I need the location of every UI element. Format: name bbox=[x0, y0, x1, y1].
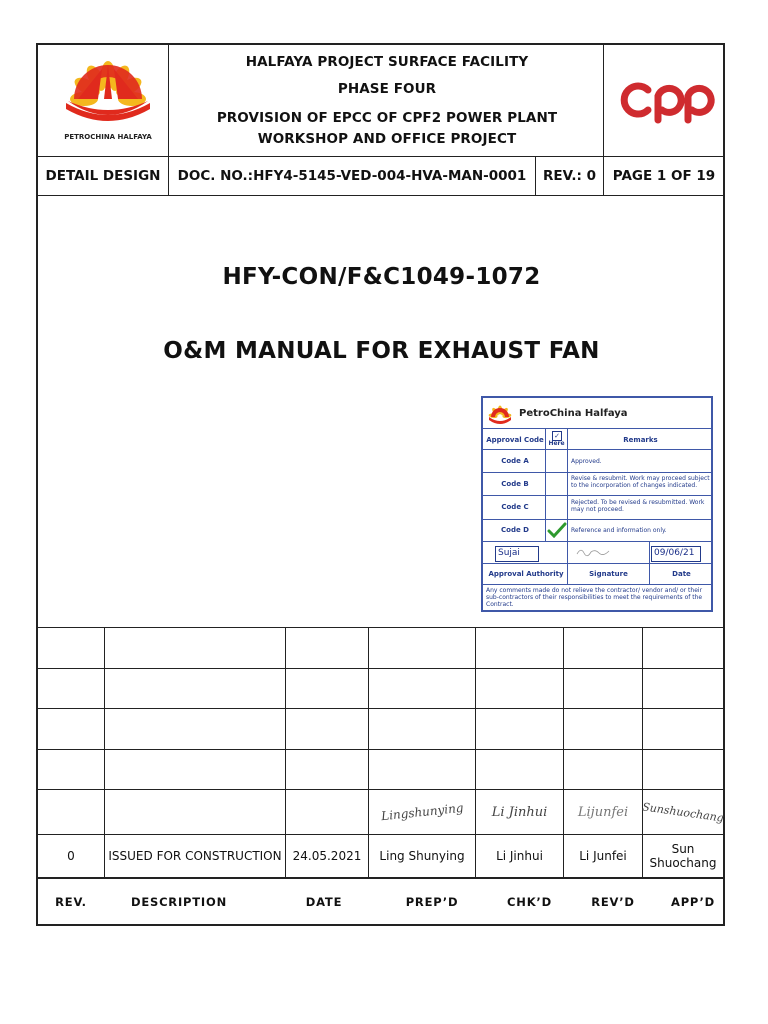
stamp-remark-b: Revise & resubmit. Work may proceed subject to the incorporation of changes indicated. bbox=[571, 475, 710, 490]
header-description: DESCRIPTION bbox=[130, 895, 227, 909]
cpp-logo bbox=[612, 76, 718, 124]
document-code: HFY-CON/F&C1049-1072 bbox=[222, 264, 541, 290]
header-revd: REV’D bbox=[591, 895, 635, 909]
stage-label: DETAIL DESIGN bbox=[45, 168, 161, 184]
doc-number: DOC. NO.:HFY4-5145-VED-004-HVA-MAN-0001 bbox=[177, 168, 527, 184]
revision-label: REV.: 0 bbox=[543, 168, 596, 184]
project-title: HALFAYA PROJECT SURFACE FACILITY bbox=[245, 54, 529, 70]
header-date: DATE bbox=[305, 895, 343, 909]
row-appd: Sun Shuochang bbox=[649, 841, 717, 870]
stamp-remark-c: Rejected. To be revised & resubmitted. Work may not proceed. bbox=[571, 499, 705, 514]
stamp-authority-value: Sujai bbox=[495, 546, 539, 562]
stamp-remark-d: Reference and information only. bbox=[571, 527, 667, 534]
stamp-logo-icon bbox=[487, 402, 513, 424]
header-appd: APP’D bbox=[671, 895, 715, 909]
stamp-company: PetroChina Halfaya bbox=[519, 408, 628, 419]
stamp-col-here: Here bbox=[548, 440, 565, 447]
stamp-col-remarks: Remarks bbox=[623, 436, 658, 444]
signature-revd: Lijunfei bbox=[577, 804, 629, 820]
row-description: ISSUED FOR CONSTRUCTION bbox=[108, 848, 282, 863]
signature-prepd: Lingshunying bbox=[380, 800, 464, 824]
workshop-title: WORKSHOP AND OFFICE PROJECT bbox=[257, 131, 517, 147]
page-label: PAGE 1 OF 19 bbox=[612, 168, 716, 184]
info-row-divider bbox=[37, 195, 724, 196]
logo-caption: PETROCHINA HALFAYA bbox=[64, 133, 152, 141]
document-title: O&M MANUAL FOR EXHAUST FAN bbox=[163, 338, 600, 364]
stamp-remark-a: Approved. bbox=[571, 458, 602, 465]
stamp-foot-date: Date bbox=[672, 570, 691, 578]
row-rev: 0 bbox=[67, 848, 75, 863]
stamp-checkmark-icon bbox=[547, 522, 567, 538]
signature-appd: Sunshuochang bbox=[641, 799, 726, 825]
approval-stamp bbox=[481, 396, 713, 612]
petrochina-flower-icon bbox=[60, 55, 156, 125]
stamp-col-code: Approval Code bbox=[486, 436, 544, 444]
row-chkd: Li Jinhui bbox=[496, 848, 543, 863]
header-prepd: PREP’D bbox=[405, 895, 459, 909]
header-chkd: CHK’D bbox=[507, 895, 552, 909]
signature-chkd: Li Jinhui bbox=[491, 804, 548, 820]
stamp-check-box-icon: ✓ bbox=[552, 431, 562, 441]
petrochina-logo bbox=[60, 55, 156, 151]
stamp-date-value: 09/06/21 bbox=[651, 546, 701, 562]
phase-title: PHASE FOUR bbox=[337, 81, 437, 97]
row-prepd: Ling Shunying bbox=[379, 848, 465, 863]
stamp-foot-authority: Approval Authority bbox=[488, 570, 564, 578]
row-revd: Li Junfei bbox=[579, 848, 627, 863]
row-date: 24.05.2021 bbox=[292, 848, 362, 863]
stamp-foot-signature: Signature bbox=[589, 570, 628, 578]
stamp-code-a: Code A bbox=[501, 457, 529, 465]
stamp-signature-icon bbox=[575, 545, 615, 559]
header-rev: REV. bbox=[55, 895, 87, 909]
stamp-code-b: Code B bbox=[501, 480, 529, 488]
stamp-note: Any comments made do not relieve the contractor/ vendor and/ or their sub-contractors of their responsibilities to meet the requirements of the Contract. bbox=[486, 587, 703, 609]
stamp-code-d: Code D bbox=[501, 526, 529, 534]
provision-title: PROVISION OF EPCC OF CPF2 POWER PLANT bbox=[216, 110, 558, 126]
cpp-logo-icon bbox=[612, 76, 718, 124]
stamp-code-c: Code C bbox=[501, 503, 529, 511]
